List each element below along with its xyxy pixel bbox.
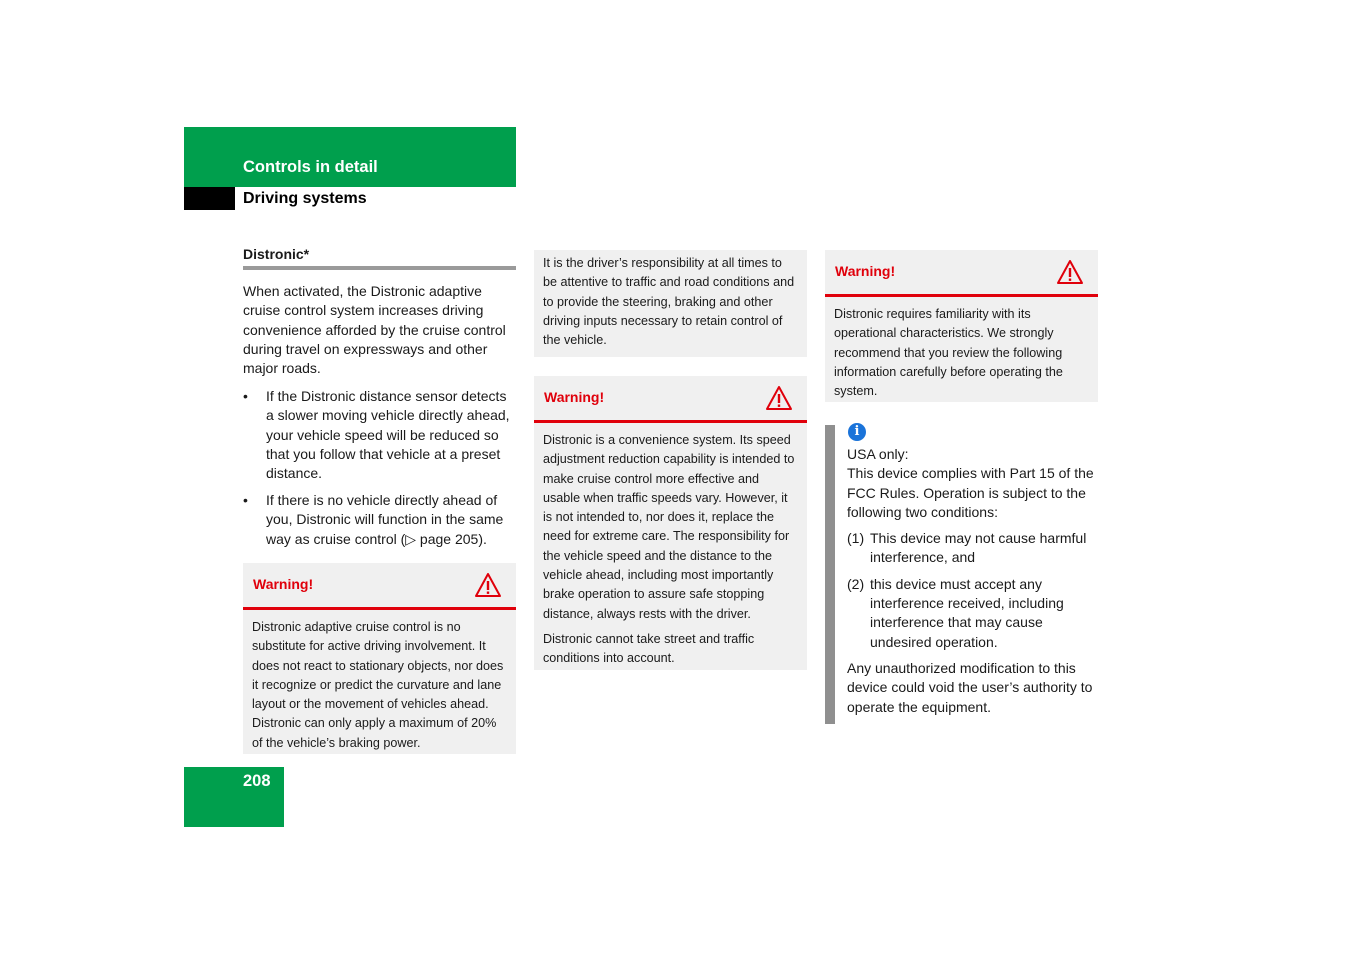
subsection-title: Driving systems [243,190,367,207]
numbered-item [847,529,1103,568]
info-closing: Any unauthorized modification to this device could void the user’s authority to operate the equipment. [847,659,1093,715]
warning-text [534,423,807,677]
item-number: (1) [847,530,865,547]
bullet-symbol: • [243,492,248,508]
warning-box [243,563,516,754]
warning-header [534,376,807,423]
page-number: 208 [243,772,271,790]
numbered-item [847,575,1103,652]
list-item-text: If there is no vehicle directly ahead of you, Distronic will function in the same way as cruise control (▷ page 205). [266,492,504,547]
note-paragraph: It is the driver’s responsibility at all times to be attentive to traffic and road conditions and to provide the steering, braking and other driving inputs necessary to retain control of the vehicle. [543,256,795,348]
topic-title: Distronic* [243,246,310,262]
info-sidebar [825,425,835,724]
warning-header [825,250,1098,297]
bullet-symbol: • [243,388,248,404]
item-text: This device may not cause harmful interference, and [870,530,1087,566]
warning-paragraph: Distronic cannot take street and traffic conditions into account. [543,631,755,666]
header-band [184,127,516,187]
warning-text [825,297,1098,409]
warning-triangle-icon [1056,259,1084,285]
warning-box [825,250,1098,402]
info-icon: i [848,423,866,441]
list-item [243,491,518,549]
warning-paragraph: Distronic is a convenience system. Its speed adjustment reduction capability is intended to make cruise control more effective and usable when traffic speeds vary. However, it is not intended to, nor does it, replace the need for extreme care. The responsibility for the vehicle speed and the distance to the vehicle ahead, including most importantly brake operation to assure safe stopping distance, always rests with the driver. [543,433,795,621]
item-text: this device must accept any interference received, including interference that may cause undesired operation. [870,575,1064,650]
note-box [534,250,807,357]
info-note [847,445,1103,717]
intro-paragraph: When activated, the Distronic adaptive cruise control system increases driving convenience afforded by the cruise control during travel on expressways and other major roads. [243,283,506,377]
warning-paragraph: Distronic adaptive cruise control is no substitute for active driving involvement. It does not react to stationary objects, nor does it recognize or predict the curvature and lane layout or the movement of vehicles ahead. Distronic can only apply a maximum of 20% of the vehicle’s braking power. [252,620,504,750]
list-item [243,387,518,483]
section-title: Controls in detail [243,158,378,176]
header-marker [184,187,235,210]
warning-label: Warning! [835,263,896,279]
note-text [534,250,807,358]
warning-header [243,563,516,610]
warning-label: Warning! [544,389,605,405]
info-lead: This device complies with Part 15 of the FCC Rules. Operation is subject to the following two conditions: [847,465,1094,520]
list-item-text: If the Distronic distance sensor detects a slower moving vehicle directly ahead, your vehicle speed will be reduced so that you follow that vehicle at a preset distance. [266,388,510,482]
warning-triangle-icon [765,385,793,411]
info-heading: USA only: [847,446,909,462]
warning-paragraph: Distronic requires familiarity with its operational characteristics. We strongly recommend that you review the following information carefully before operating the system. [834,307,1063,399]
warning-label: Warning! [253,576,314,592]
warning-triangle-icon [474,572,502,598]
warning-box [534,376,807,670]
topic-rule [243,266,516,270]
item-number: (2) [847,575,865,592]
warning-text [243,610,516,761]
